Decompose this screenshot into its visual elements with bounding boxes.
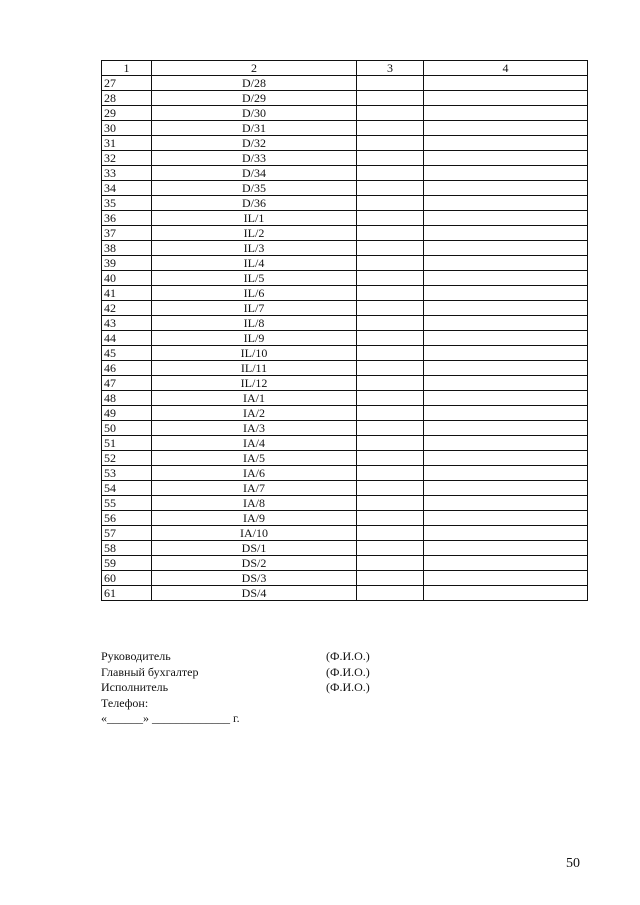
table-row [102,451,588,466]
row-code-cell: D/29 [152,91,357,106]
row-col3-cell [357,211,424,226]
row-col3-cell [357,151,424,166]
row-number-cell: 31 [102,136,152,151]
row-code-cell: IL/11 [152,361,357,376]
row-col3-cell [357,256,424,271]
row-col4-cell [424,106,588,121]
row-col4-cell [424,316,588,331]
table-row [102,406,588,421]
report-table [101,60,588,601]
table-row [102,196,588,211]
row-number-cell: 38 [102,241,152,256]
row-number-cell: 61 [102,586,152,601]
row-code-cell: IA/7 [152,481,357,496]
row-col3-cell [357,406,424,421]
row-code-cell: IL/7 [152,301,357,316]
row-code-cell: IL/5 [152,271,357,286]
row-code-cell: IL/9 [152,331,357,346]
row-col3-cell [357,76,424,91]
row-number-cell: 47 [102,376,152,391]
row-col4-cell [424,586,588,601]
row-code-cell: IA/1 [152,391,357,406]
row-number-cell: 43 [102,316,152,331]
row-col3-cell [357,181,424,196]
row-col3-cell [357,121,424,136]
row-col3-cell [357,196,424,211]
row-col3-cell [357,166,424,181]
table-row [102,181,588,196]
row-col3-cell [357,286,424,301]
row-number-cell: 39 [102,256,152,271]
row-col3-cell [357,301,424,316]
row-code-cell: IL/6 [152,286,357,301]
row-number-cell: 49 [102,406,152,421]
table-row [102,271,588,286]
row-code-cell: DS/4 [152,586,357,601]
page-number: 50 [566,856,580,871]
row-code-cell: IL/10 [152,346,357,361]
row-number-cell: 29 [102,106,152,121]
row-col3-cell [357,541,424,556]
row-col4-cell [424,256,588,271]
row-number-cell: 55 [102,496,152,511]
row-col3-cell [357,316,424,331]
table-row [102,241,588,256]
date-line: «______» _____________ г. [101,711,240,725]
table-row [102,481,588,496]
row-col4-cell [424,286,588,301]
row-number-cell: 60 [102,571,152,586]
row-number-cell: 35 [102,196,152,211]
table-row [102,331,588,346]
row-code-cell: D/30 [152,106,357,121]
row-col3-cell [357,436,424,451]
table-header-row [102,61,588,76]
row-code-cell: D/35 [152,181,357,196]
table-row [102,361,588,376]
table-row [102,466,588,481]
row-col4-cell [424,241,588,256]
table-row [102,556,588,571]
row-col3-cell [357,226,424,241]
row-col4-cell [424,451,588,466]
row-number-cell: 56 [102,511,152,526]
table-row [102,91,588,106]
column-header-3: 3 [357,61,424,76]
row-code-cell: D/28 [152,76,357,91]
row-number-cell: 48 [102,391,152,406]
row-col4-cell [424,571,588,586]
row-col3-cell [357,586,424,601]
table-row [102,166,588,181]
row-code-cell: DS/2 [152,556,357,571]
row-number-cell: 51 [102,436,152,451]
row-col4-cell [424,496,588,511]
row-col3-cell [357,346,424,361]
row-col3-cell [357,391,424,406]
row-code-cell: DS/1 [152,541,357,556]
table-row [102,436,588,451]
row-code-cell: IL/4 [152,256,357,271]
row-col4-cell [424,526,588,541]
row-code-cell: D/33 [152,151,357,166]
table-row [102,121,588,136]
row-number-cell: 58 [102,541,152,556]
table-row [102,301,588,316]
row-code-cell: D/34 [152,166,357,181]
row-number-cell: 37 [102,226,152,241]
row-col3-cell [357,511,424,526]
row-col4-cell [424,466,588,481]
row-col3-cell [357,571,424,586]
row-number-cell: 54 [102,481,152,496]
row-code-cell: IA/4 [152,436,357,451]
table-header [102,61,588,76]
row-col4-cell [424,151,588,166]
row-number-cell: 50 [102,421,152,436]
row-number-cell: 57 [102,526,152,541]
row-number-cell: 46 [102,361,152,376]
row-col3-cell [357,481,424,496]
row-col4-cell [424,181,588,196]
row-number-cell: 44 [102,331,152,346]
row-number-cell: 28 [102,91,152,106]
row-col3-cell [357,466,424,481]
row-code-cell: IL/8 [152,316,357,331]
row-code-cell: IL/2 [152,226,357,241]
row-number-cell: 34 [102,181,152,196]
table-row [102,136,588,151]
table-row [102,151,588,166]
head-fio-label: (Ф.И.О.) [326,649,370,663]
table-row [102,286,588,301]
row-col4-cell [424,481,588,496]
row-col4-cell [424,211,588,226]
table-row [102,421,588,436]
row-col4-cell [424,166,588,181]
row-col3-cell [357,106,424,121]
row-number-cell: 52 [102,451,152,466]
row-number-cell: 33 [102,166,152,181]
table-row [102,526,588,541]
row-col3-cell [357,271,424,286]
row-col4-cell [424,136,588,151]
table-row [102,511,588,526]
row-code-cell: D/36 [152,196,357,211]
row-code-cell: IA/5 [152,451,357,466]
table-row [102,496,588,511]
row-col3-cell [357,526,424,541]
head-role-label: Руководитель [101,649,171,663]
row-number-cell: 41 [102,286,152,301]
row-col4-cell [424,421,588,436]
row-col3-cell [357,556,424,571]
row-code-cell: IA/6 [152,466,357,481]
table-row [102,376,588,391]
row-code-cell: IL/3 [152,241,357,256]
row-code-cell: D/32 [152,136,357,151]
row-number-cell: 30 [102,121,152,136]
table-body [102,76,588,601]
table-row [102,211,588,226]
row-col4-cell [424,196,588,211]
table-row [102,76,588,91]
row-col4-cell [424,406,588,421]
row-code-cell: IA/10 [152,526,357,541]
row-number-cell: 27 [102,76,152,91]
column-header-2: 2 [152,61,357,76]
row-col3-cell [357,421,424,436]
row-col3-cell [357,496,424,511]
row-code-cell: IL/1 [152,211,357,226]
row-col4-cell [424,361,588,376]
row-col4-cell [424,511,588,526]
row-col4-cell [424,271,588,286]
table-row [102,586,588,601]
row-col4-cell [424,346,588,361]
row-col4-cell [424,436,588,451]
row-code-cell: DS/3 [152,571,357,586]
row-col3-cell [357,91,424,106]
chief-accountant-role-label: Главный бухгалтер [101,664,199,679]
row-code-cell: IA/8 [152,496,357,511]
row-number-cell: 32 [102,151,152,166]
table-row [102,571,588,586]
row-col3-cell [357,241,424,256]
row-number-cell: 36 [102,211,152,226]
row-col3-cell [357,136,424,151]
row-col4-cell [424,91,588,106]
row-col4-cell [424,556,588,571]
row-col3-cell [357,376,424,391]
chief-accountant-fio-label: (Ф.И.О.) [326,664,370,679]
row-col4-cell [424,541,588,556]
table-row [102,391,588,406]
row-col4-cell [424,391,588,406]
row-code-cell: IL/12 [152,376,357,391]
table-row [102,256,588,271]
column-header-4: 4 [424,61,588,76]
row-code-cell: D/31 [152,121,357,136]
row-col4-cell [424,76,588,91]
row-number-cell: 59 [102,556,152,571]
row-col3-cell [357,451,424,466]
row-col3-cell [357,361,424,376]
row-col4-cell [424,331,588,346]
row-col4-cell [424,376,588,391]
row-number-cell: 53 [102,466,152,481]
row-number-cell: 42 [102,301,152,316]
row-col4-cell [424,121,588,136]
table-row [102,106,588,121]
executor-fio-label: (Ф.И.О.) [326,680,370,694]
table-row [102,316,588,331]
row-col3-cell [357,331,424,346]
row-number-cell: 45 [102,346,152,361]
row-col4-cell [424,301,588,316]
row-code-cell: IA/9 [152,511,357,526]
column-header-1: 1 [102,61,152,76]
table-row [102,541,588,556]
executor-role-label: Исполнитель [101,680,169,694]
row-code-cell: IA/2 [152,406,357,421]
phone-label: Телефон: [101,695,149,710]
row-code-cell: IA/3 [152,421,357,436]
row-col4-cell [424,226,588,241]
table-row [102,346,588,361]
table-row [102,226,588,241]
row-number-cell: 40 [102,271,152,286]
